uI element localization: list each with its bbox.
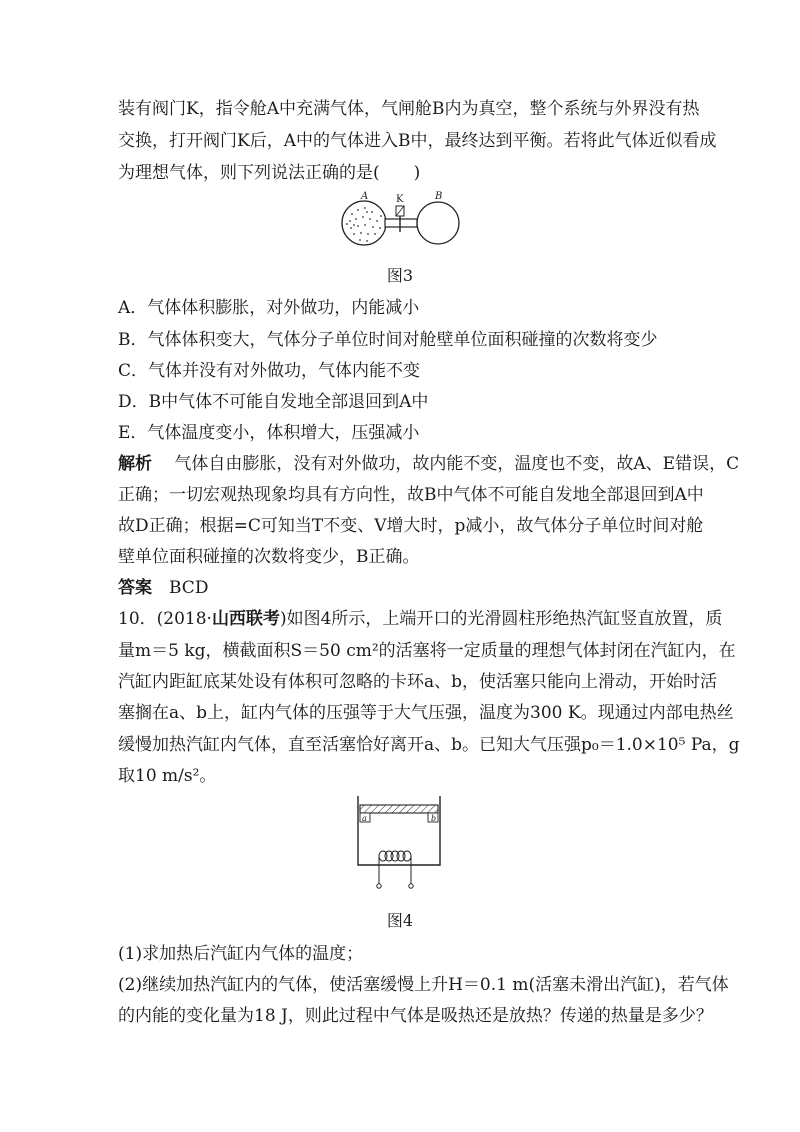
intro-line-2: 交换，打开阀门K后，A中的气体进入B中，最终达到平衡。若将此气体近似看成 xyxy=(118,131,717,151)
answer-value: BCD xyxy=(169,578,209,598)
option-b: B．气体体积变大，气体分子单位时间对舱壁单位面积碰撞的次数将变少 xyxy=(118,330,658,350)
q10-number: 10．(2018· xyxy=(118,609,212,629)
label-a: A xyxy=(361,191,369,202)
subq-2-line-2: 的内能的变化量为18 J，则此过程中气体是吸热还是放热？传递的热量是多少？ xyxy=(118,1006,713,1026)
answer-line xyxy=(118,576,208,600)
option-a: A．气体体积膨胀，对外做功，内能减小 xyxy=(118,298,420,318)
piston xyxy=(360,805,438,813)
solution-line-3: 故D正确；根据=C可知当T不变、V增大时，p减小，故气体分子单位时间对舱 xyxy=(118,516,704,536)
label-b: B xyxy=(435,191,443,202)
q10-line-2: 量m＝5 kg，横截面积S＝50 cm²的活塞将一定质量的理想气体封闭在汽缸内，在 xyxy=(118,641,736,661)
q10-line-4: 塞搁在a、b上，缸内气体的压强等于大气压强，温度为300 K。现通过内部电热丝 xyxy=(118,703,734,723)
option-d: D．B中气体不可能自发地全部退回到A中 xyxy=(118,392,429,412)
subq-2-line-1: (2)继续加热汽缸内的气体，使活塞缓慢上升H＝0.1 m(活塞未滑出汽缸)，若气体 xyxy=(118,975,729,995)
solution-label: 解析 xyxy=(118,454,152,474)
option-c: C．气体并没有对外做功，气体内能不变 xyxy=(118,361,421,381)
q10-source: 山西联考 xyxy=(211,609,280,629)
q10-line-6: 取10 m/s²。 xyxy=(118,766,217,786)
solution-text-1: 气体自由膨胀，没有对外做功，故内能不变，温度也不变，故A、E错误，C xyxy=(174,454,740,474)
figure-4-diagram xyxy=(348,793,448,891)
answer-label: 答案 xyxy=(118,578,152,598)
q10-line-1 xyxy=(118,607,722,631)
connecting-pipe xyxy=(385,219,417,227)
label-stop-b: b xyxy=(431,814,437,823)
q10-line-3: 汽缸内距缸底某处设有体积可忽略的卡环a、b，使活塞只能向上滑动，开始时活 xyxy=(118,672,718,692)
terminal-left xyxy=(377,884,381,888)
heating-coil xyxy=(379,851,411,885)
q10-line-5: 缓慢加热汽缸内气体，直至活塞恰好离开a、b。已知大气压强p₀＝1.0×10⁵ Pa，g xyxy=(118,735,740,755)
q10-text-1: )如图4所示，上端开口的光滑圆柱形绝热汽缸竖直放置，质 xyxy=(279,609,723,629)
label-stop-a: a xyxy=(362,814,367,823)
intro-line-1: 装有阀门K，指令舱A中充满气体，气闸舱B内为真空，整个系统与外界没有热 xyxy=(118,99,700,119)
solution-line-2: 正确；一切宏观热现象均具有方向性，故B中气体不可能自发地全部退回到A中 xyxy=(118,485,704,505)
label-k: K xyxy=(396,194,404,205)
intro-line-3: 为理想气体，则下列说法正确的是( ) xyxy=(118,163,421,183)
figure-3-caption: 图3 xyxy=(386,266,414,285)
option-e: E．气体温度变小，体积增大，压强减小 xyxy=(118,423,420,443)
tank-b xyxy=(417,202,459,244)
terminal-right xyxy=(409,884,413,888)
tank-a xyxy=(342,201,386,245)
figure-4-caption: 图4 xyxy=(386,911,414,930)
solution-line-4: 壁单位面积碰撞的次数将变少，B正确。 xyxy=(118,547,420,567)
figure-3-diagram xyxy=(336,190,466,252)
subq-1: (1)求加热后汽缸内气体的温度； xyxy=(118,944,364,964)
solution-line-1 xyxy=(118,452,739,476)
